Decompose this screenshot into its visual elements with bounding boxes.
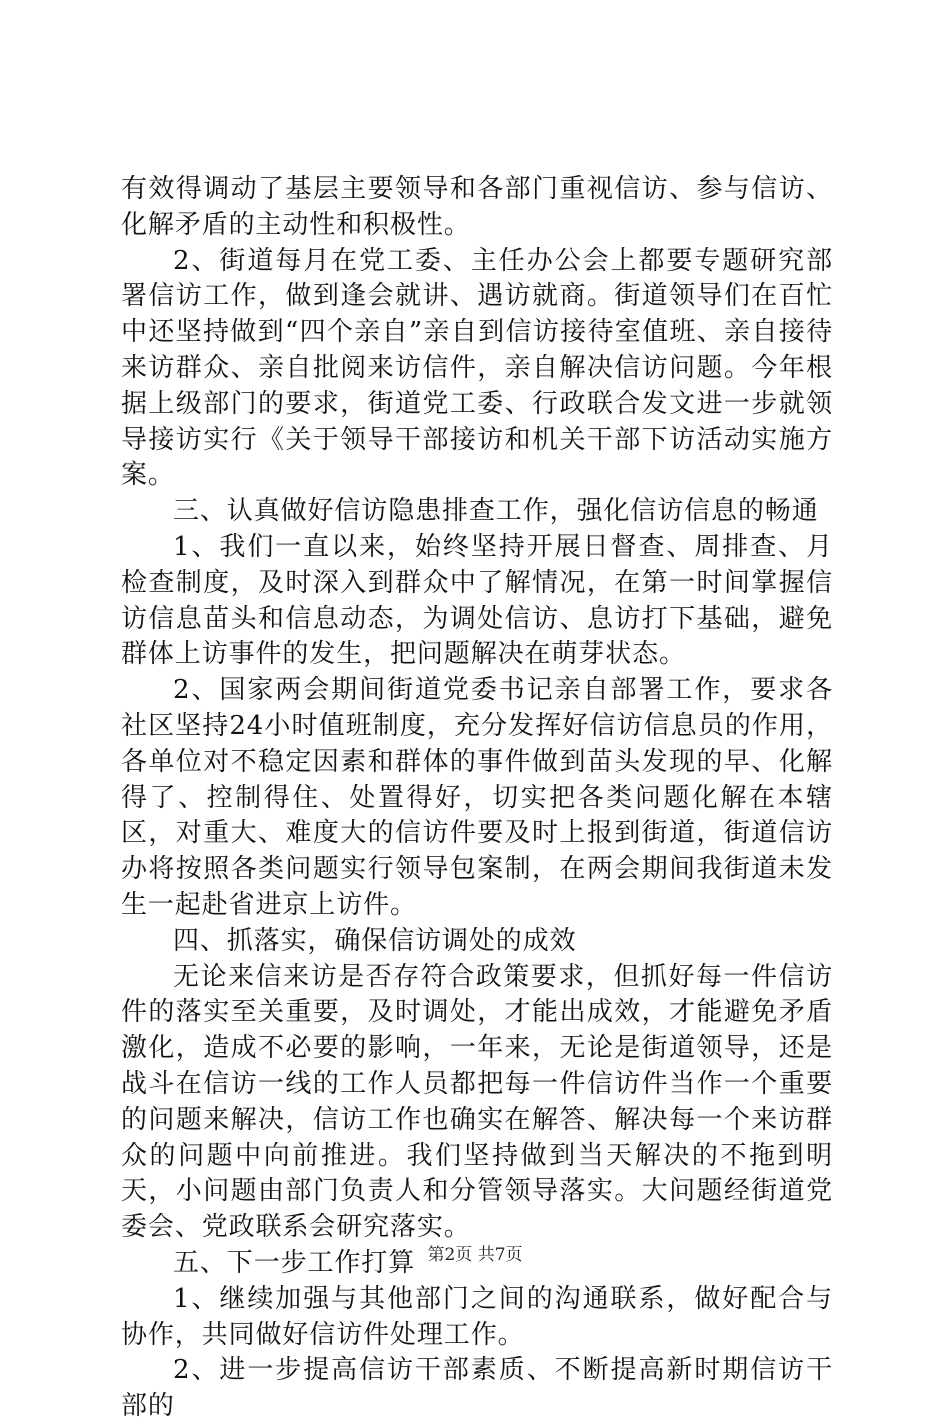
section-heading-3: 三、认真做好信访隐患排查工作，强化信访信息的畅通: [173, 496, 819, 527]
paragraph-2: 2、街道每月在党工委、主任办公会上都要专题研究部署信访工作，做到逢会就讲、遇访就商。街道领导们在百忙中还坚持做到“四个亲自”亲自到信访接待室值班、亲自接待来访群众、亲自批阅来访信件，亲自解决信访问题。今年根据上级部门的要求，街道党工委、行政联合发文进一步就领导接访实行《关于领导干部接访和机关干部下访活动实施方案。: [121, 245, 833, 491]
paragraph-1: 有效得调动了基层主要领导和各部门重视信访、参与信访、化解矛盾的主动性和积极性。: [121, 174, 833, 240]
paragraph-7: 无论来信来访是否存符合政策要求，但抓好每一件信访件的落实至关重要，及时调处，才能出成效，才能避免矛盾激化，造成不必要的影响，一年来，无论是街道领导，还是战斗在信访一线的工作人员都把每一件信访件当作一个重要的问题来解决，信访工作也确实在解答、解决每一个来访群众的问题中向前推进。我们坚持做到当天解决的不拖到明天，小问题由部门负责人和分管领导落实。大问题经街道党委会、党政联系会研究落实。: [121, 961, 833, 1243]
document-body: [121, 172, 833, 1425]
section-heading-4: 四、抓落实，确保信访调处的成效: [173, 925, 577, 956]
paragraph-5: 2、国家两会期间街道党委书记亲自部署工作，要求各社区坚持24小时值班制度，充分发挥好信访信息员的作用，各单位对不稳定因素和群体的事件做到苗头发现的早、化解得了、控制得住、处置得好，切实把各类问题化解在本辖区，对重大、难度大的信访件要及时上报到街道，街道信访办将按照各类问题实行领导包案制，在两会期间我街道未发生一起赴省进京上访件。: [121, 675, 833, 920]
section-heading-5: 五、下一步工作打算: [173, 1247, 416, 1278]
paragraph-10: 2、进一步提高信访干部素质、不断提高新时期信访干部的: [121, 1355, 833, 1422]
page-number-footer: 第2页 共7页: [427, 1245, 523, 1265]
paragraph-4: 1、我们一直以来，始终坚持开展日督查、周排查、月检查制度，及时深入到群众中了解情况，在第一时间掌握信访信息苗头和信息动态，为调处信访、息访打下基础，避免群体上访事件的发生，把问题解决在萌芽状态。: [121, 531, 833, 670]
paragraph-9: 1、继续加强与其他部门之间的沟通联系，做好配合与协作，共同做好信访件处理工作。: [121, 1283, 833, 1350]
